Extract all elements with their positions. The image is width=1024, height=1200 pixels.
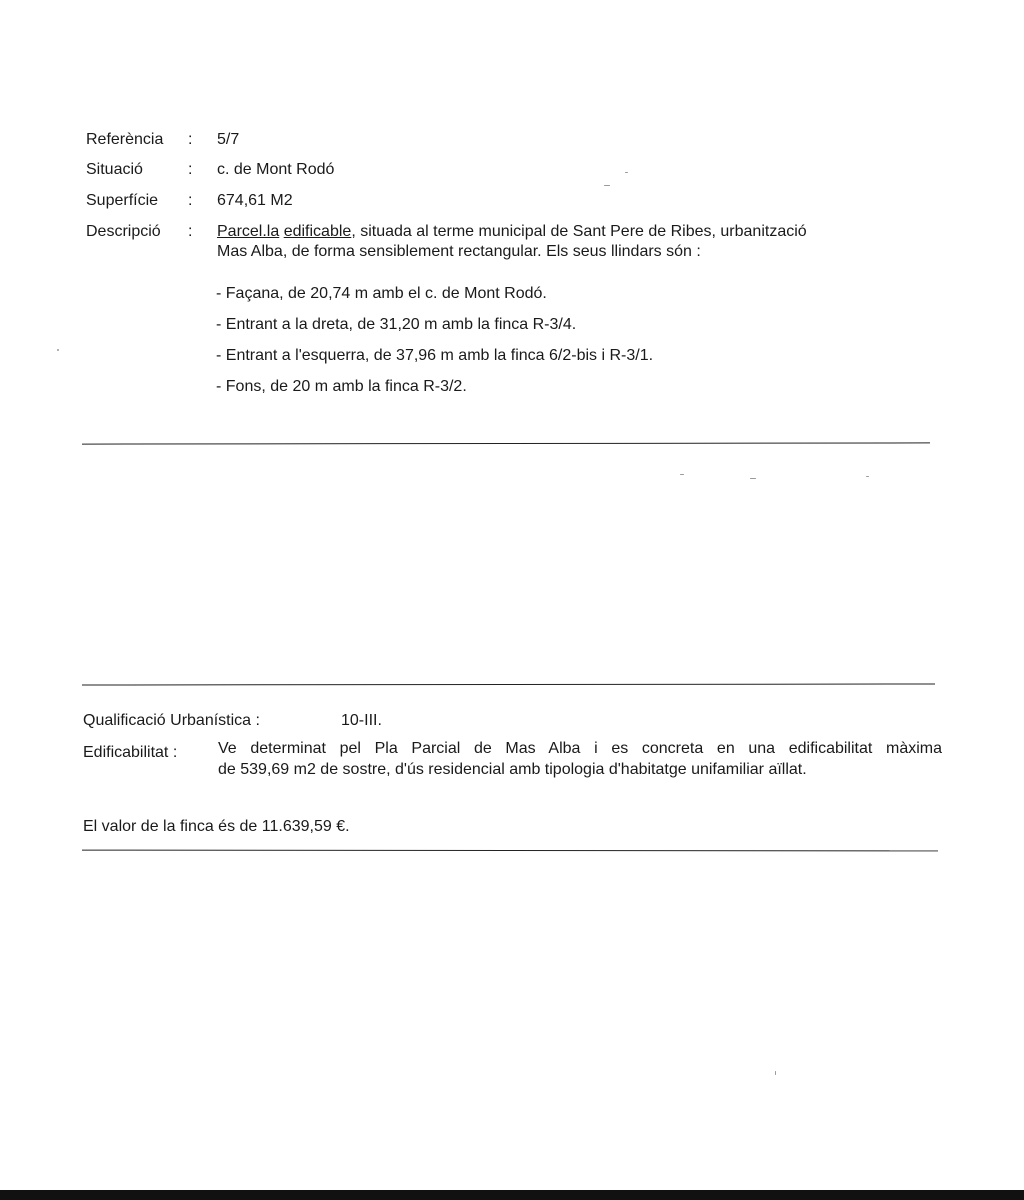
boundary-item: - Fons, de 20 m amb la finca R-3/2. <box>216 378 467 395</box>
scan-speck <box>750 478 756 479</box>
scan-speck <box>680 474 684 475</box>
situacio-separator: : <box>188 161 193 178</box>
boundary-item: - Entrant a l'esquerra, de 37,96 m amb la finca 6/2-bis i R-3/1. <box>216 347 654 364</box>
descripcio-text-line-1: , situada al terme municipal de Sant Pere de Ribes, urbanització <box>351 223 807 240</box>
edificabilitat-line-1: Ve determinat pel Pla Parcial de Mas Alba i es concreta en una edificabilitat màxima <box>218 740 942 757</box>
referencia-value: 5/7 <box>217 131 240 148</box>
edificabilitat-line-2: de 539,69 m2 de sostre, d'ús residencial amb tipologia d'habitatge unifamiliar aïllat. <box>218 761 807 778</box>
scan-speck <box>57 349 59 351</box>
situacio-label: Situació <box>86 161 143 178</box>
boundary-item: - Façana, de 20,74 m amb el c. de Mont Rodó. <box>216 285 547 302</box>
scan-bottom-edge <box>0 1190 1024 1200</box>
scan-speck <box>866 476 869 477</box>
referencia-separator: : <box>188 131 193 148</box>
valor-text: El valor de la finca és de 11.639,59 €. <box>83 818 350 835</box>
superficie-label: Superfície <box>86 192 159 209</box>
edificabilitat-label: Edificabilitat : <box>83 744 178 761</box>
horizontal-rule <box>82 442 930 444</box>
parcel-la-underlined: Parcel.la <box>217 223 280 240</box>
horizontal-rule <box>82 683 935 685</box>
qualificacio-value: 10-III. <box>341 712 382 729</box>
descripcio-line-1 <box>217 222 929 242</box>
situacio-value: c. de Mont Rodó <box>217 161 335 178</box>
boundary-item: - Entrant a la dreta, de 31,20 m amb la finca R-3/4. <box>216 316 577 333</box>
referencia-label: Referència <box>86 131 164 148</box>
qualificacio-label: Qualificació Urbanística : <box>83 712 260 729</box>
edificable-underlined: edificable <box>283 223 352 240</box>
scan-speck <box>604 185 610 186</box>
scan-speck <box>625 172 628 173</box>
descripcio-label: Descripció <box>86 223 161 240</box>
descripcio-separator: : <box>188 223 193 240</box>
scan-speck <box>775 1071 776 1075</box>
superficie-value: 674,61 M2 <box>217 192 293 209</box>
superficie-separator: : <box>188 192 193 209</box>
horizontal-rule <box>82 850 938 852</box>
descripcio-text-line-2: Mas Alba, de forma sensiblement rectangular. Els seus llindars són : <box>217 243 701 260</box>
